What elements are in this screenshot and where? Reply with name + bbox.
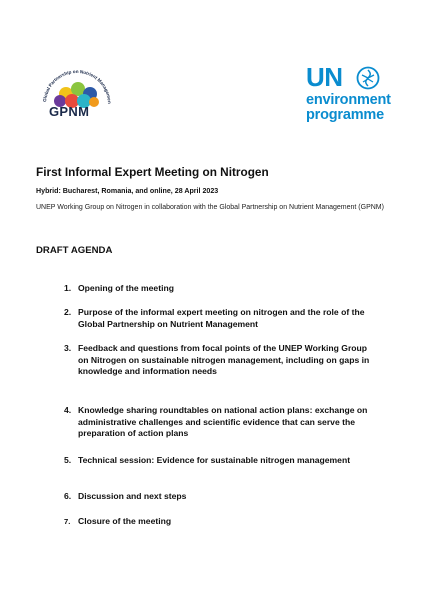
agenda-item-number: 3.	[64, 343, 72, 353]
agenda-heading: DRAFT AGENDA	[36, 245, 113, 256]
agenda-item-number: 7.	[64, 517, 71, 526]
agenda-item	[64, 491, 374, 503]
un-wordmark: UN	[306, 62, 343, 92]
un-emblem-icon	[356, 66, 380, 90]
agenda-item	[64, 307, 374, 330]
agenda-item-number: 4.	[64, 405, 72, 415]
collaboration-note: UNEP Working Group on Nitrogen in collaboration with the Global Partnership on Nutrient Management (GPNM)	[36, 204, 384, 211]
agenda-item-text: Purpose of the informal expert meeting on nitrogen and the role of the Global Partnership on Nutrient Management	[78, 307, 365, 329]
document-title: First Informal Expert Meeting on Nitrogen	[36, 165, 269, 179]
agenda-item	[64, 283, 374, 295]
agenda-item-number: 6.	[64, 491, 72, 501]
agenda-item	[64, 343, 374, 378]
agenda-item-text: Knowledge sharing roundtables on national action plans: exchange on administrative challenges and scientific evidence that can serve the preparation of action plans	[78, 405, 368, 438]
agenda-item-text: Technical session: Evidence for sustainable nitrogen management	[78, 455, 351, 465]
agenda-item	[64, 405, 374, 440]
agenda-item-number: 5.	[64, 455, 72, 465]
agenda-item-number: 1.	[64, 283, 72, 293]
un-environment-text: environment	[306, 92, 391, 108]
meeting-date-location: Hybrid: Bucharest, Romania, and online, 28 April 2023	[36, 187, 219, 195]
agenda-item-text: Discussion and next steps	[78, 491, 187, 501]
agenda-item-text: Opening of the meeting	[78, 283, 174, 293]
agenda-item-text: Feedback and questions from focal points of the UNEP Working Group on Nitrogen on sustainable nitrogen management, including on gaps in knowledge and information needs	[78, 343, 370, 376]
gpnm-short-name: GPNM	[49, 104, 90, 119]
gpnm-arc-text: Global Partnership on Nutrient Managemen	[42, 68, 113, 104]
agenda-item-text: Closure of the meeting	[78, 516, 172, 526]
un-programme-text: programme	[306, 107, 384, 123]
agenda-item	[64, 516, 374, 528]
agenda-item-number: 2.	[64, 307, 72, 317]
agenda-item	[64, 455, 374, 467]
